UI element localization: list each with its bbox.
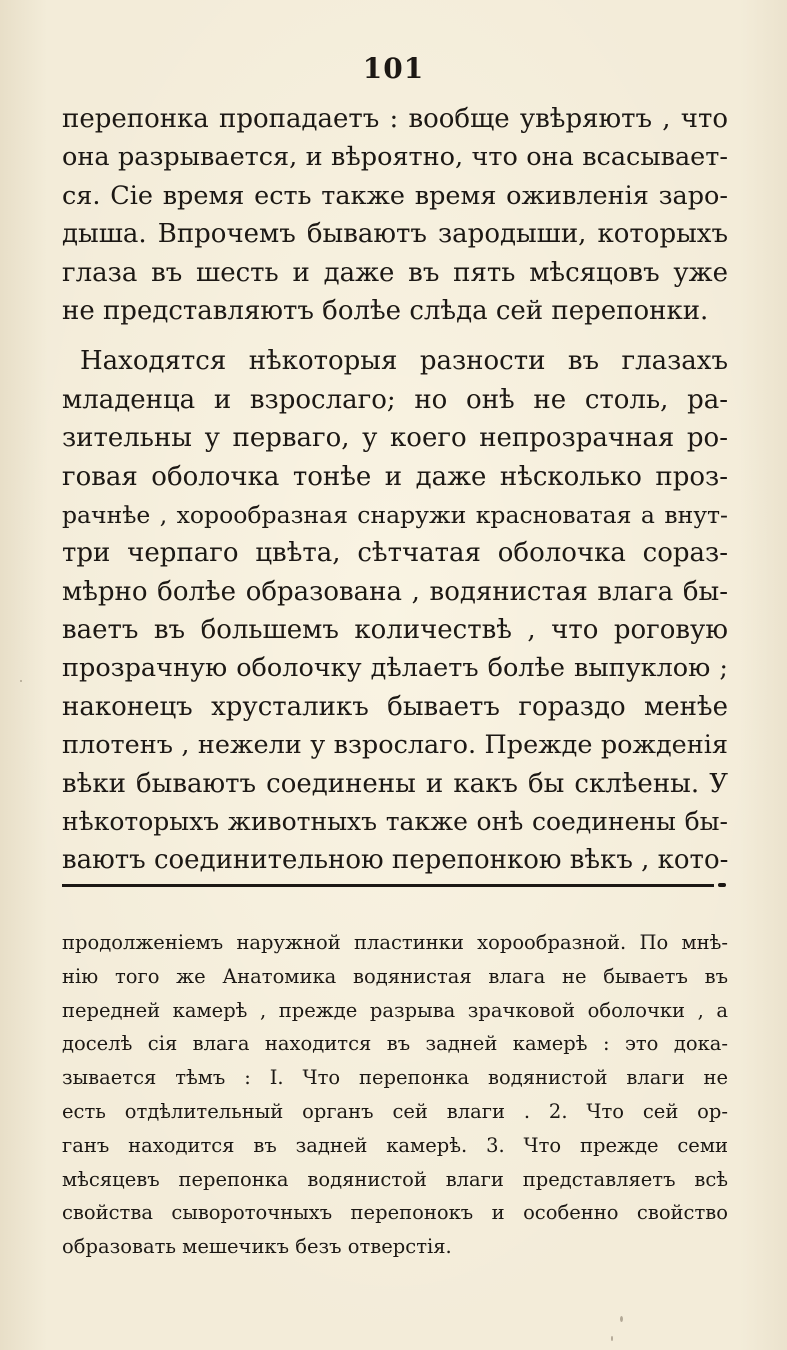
footnote-text	[62, 926, 728, 1264]
text-line: плотенъ , нежели у взрослаго. Прежде рожденія	[62, 730, 728, 761]
text-line: дыша. Впрочемъ бываютъ зародыши, которыхъ	[62, 219, 728, 250]
paper-speck	[611, 1336, 613, 1341]
text-line: рачнѣе , хорообразная снаружи красноватая а внут-	[62, 500, 728, 529]
paper-speck	[620, 1316, 623, 1322]
text-line: наконецъ хрусталикъ бываетъ гораздо менѣе	[62, 691, 728, 722]
footnote-divider	[62, 884, 714, 887]
text-line: ся. Сіе время есть также время оживленія заро-	[62, 180, 728, 211]
footnote-line: образовать мешечикъ безъ отверстія.	[62, 1235, 452, 1259]
footnote-line: нію того же Анатомика водянистая влага не бываетъ въ	[62, 964, 728, 988]
footnote-line: ганъ находится въ задней камерѣ. 3. Что прежде семи	[62, 1133, 728, 1157]
text-line: она разрывается, и вѣроятно, что она всасывает-	[62, 142, 728, 173]
footnote-line: передней камерѣ , прежде разрыва зрачковой оболочки , а	[62, 998, 728, 1022]
text-line: глаза въ шесть и даже въ пять мѣсяцовъ уже	[62, 257, 728, 288]
text-line: зительны у перваго, у коего непрозрачная ро-	[62, 423, 728, 454]
text-line: вѣки бываютъ соединены и какъ бы склѣены. У	[62, 768, 728, 799]
footnote-line: свойства сывороточныхъ перепонокъ и особенно свойство	[62, 1201, 728, 1225]
main-text	[62, 100, 728, 880]
text-line: не представляютъ болѣе слѣда сей перепонки.	[62, 295, 709, 326]
text-line: ваютъ соединительною перепонкою вѣкъ , кото-	[62, 845, 729, 876]
footnote-line: есть отдѣлительный органъ сей влаги . 2. Что сей ор-	[62, 1099, 728, 1123]
footnote-line: зывается тѣмъ : I. Что перепонка водянистой влаги не	[62, 1066, 728, 1090]
text-line: перепонка пропадаетъ : вообще увѣряютъ , что	[62, 104, 728, 134]
page-number: 101	[362, 52, 425, 85]
footnote-divider-end	[718, 883, 726, 887]
text-line: мѣрно болѣе образована , водянистая влага бы-	[62, 576, 728, 607]
text-line: говая оболочка тонѣе и даже нѣсколько проз-	[62, 461, 728, 492]
text-line: нѣкоторыхъ животныхъ также онѣ соединены бы-	[62, 807, 728, 837]
paper-speck	[20, 680, 22, 682]
footnote-line: мѣсяцевъ перепонка водянистой влаги представляетъ всѣ	[62, 1167, 728, 1191]
footnote-line: продолженіемъ наружной пластинки хорообразной. По мнѣ-	[62, 931, 728, 954]
text-line: младенца и взрослаго; но онѣ не столь, ра-	[62, 384, 728, 415]
footnote-line: доселѣ сія влага находится въ задней камерѣ : это дока-	[62, 1032, 728, 1056]
text-line: ваетъ въ большемъ количествѣ , что роговую	[62, 615, 728, 646]
text-line: прозрачную оболочку дѣлаетъ болѣе выпуклою ;	[62, 653, 728, 684]
text-line: Находятся нѣкоторыя разности въ глазахъ	[80, 346, 728, 377]
text-line: три черпаго цвѣта, сѣтчатая оболочка сораз-	[62, 538, 728, 569]
